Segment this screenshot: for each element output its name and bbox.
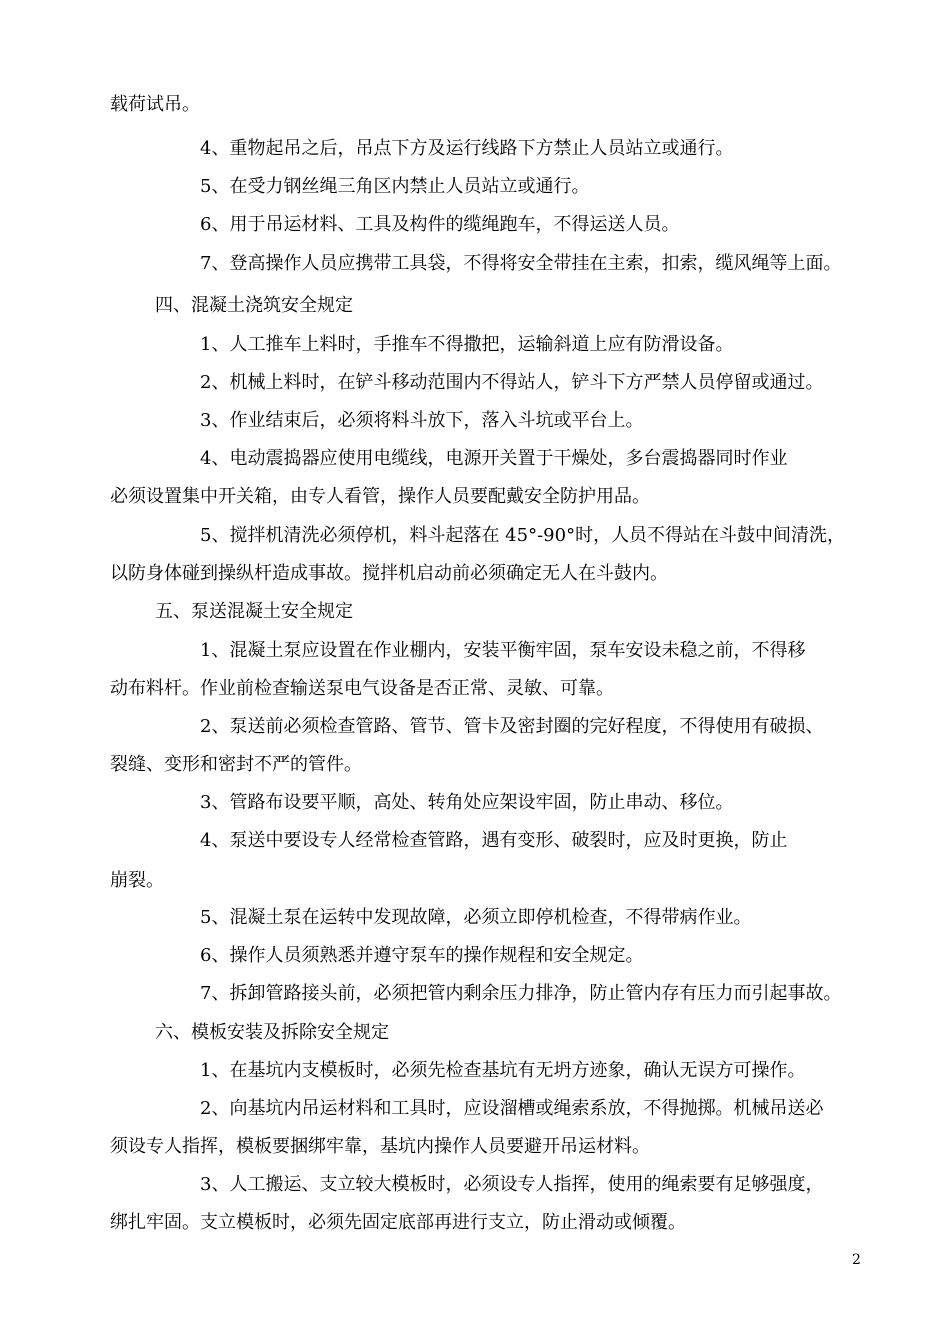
text-line: 3、管路布设要平顺，高处、转角处应架设牢固，防止串动、移位。 xyxy=(200,792,734,813)
text-line: 7、登高操作人员应携带工具袋，不得将安全带挂在主索，扣索，缆风绳等上面。 xyxy=(200,253,842,274)
text-line: 4、泵送中要设专人经常检查管路，遇有变形、破裂时，应及时更换，防止 xyxy=(200,830,788,851)
text-line: 4、重物起吊之后，吊点下方及运行线路下方禁止人员站立或通行。 xyxy=(200,138,734,159)
text-line: 5、在受力钢丝绳三角区内禁止人员站立或通行。 xyxy=(200,176,590,197)
text-line: 6、用于吊运材料、工具及构件的缆绳跑车，不得运送人员。 xyxy=(200,214,680,235)
text-line: 须设专人指挥，模板要捆绑牢靠，基坑内操作人员要避开吊运材料。 xyxy=(110,1136,650,1157)
text-line: 3、人工搬运、支立较大模板时，必须设专人指挥，使用的绳索要有足够强度， xyxy=(200,1174,824,1195)
text-line: 4、电动震捣器应使用电缆线，电源开关置于干燥处，多台震捣器同时作业 xyxy=(200,448,788,469)
text-line: 5、搅拌机清洗必须停机，料斗起落在 45°-90°时，人员不得站在斗鼓中间清洗， xyxy=(200,525,846,546)
text-line: 1、人工推车上料时，手推车不得撒把，运输斜道上应有防滑设备。 xyxy=(200,334,734,355)
text-line: 6、操作人员须熟悉并遵守泵车的操作规程和安全规定。 xyxy=(200,945,644,966)
text-line: 动布料杆。作业前检查输送泵电气设备是否正常、灵敏、可靠。 xyxy=(110,678,614,699)
section-heading: 五、泵送混凝土安全规定 xyxy=(155,601,353,622)
text-line: 7、拆卸管路接头前，必须把管内剩余压力排净，防止管内存有压力而引起事故。 xyxy=(200,983,842,1004)
text-line: 5、混凝土泵在运转中发现故障，必须立即停机检查，不得带病作业。 xyxy=(200,907,752,928)
text-line: 2、泵送前必须检查管路、管节、管卡及密封圈的完好程度，不得使用有破损、 xyxy=(200,716,824,737)
text-line: 绑扎牢固。支立模板时，必须先固定底部再进行支立，防止滑动或倾覆。 xyxy=(110,1212,686,1233)
text-line: 裂缝、变形和密封不严的管件。 xyxy=(110,754,362,775)
text-line: 载荷试吊。 xyxy=(110,94,200,115)
text-line: 必须设置集中开关箱，由专人看管，操作人员要配戴安全防护用品。 xyxy=(110,486,650,507)
section-heading: 六、模板安装及拆除安全规定 xyxy=(155,1022,389,1043)
text-line: 1、混凝土泵应设置在作业棚内，安装平衡牢固，泵车安设未稳之前，不得移 xyxy=(200,640,806,661)
text-line: 2、向基坑内吊运材料和工具时，应设溜槽或绳索系放，不得抛掷。机械吊送必 xyxy=(200,1098,824,1119)
page-number: 2 xyxy=(852,1252,861,1268)
text-line: 崩裂。 xyxy=(110,870,164,891)
text-line: 1、在基坑内支模板时，必须先检查基坑有无坍方迹象，确认无误方可操作。 xyxy=(200,1060,806,1081)
text-line: 2、机械上料时，在铲斗移动范围内不得站人，铲斗下方严禁人员停留或通过。 xyxy=(200,372,824,393)
text-line: 3、作业结束后，必须将料斗放下，落入斗坑或平台上。 xyxy=(200,410,644,431)
section-heading: 四、混凝土浇筑安全规定 xyxy=(155,295,353,316)
text-line: 以防身体碰到操纵杆造成事故。搅拌机启动前必须确定无人在斗鼓内。 xyxy=(110,563,668,584)
